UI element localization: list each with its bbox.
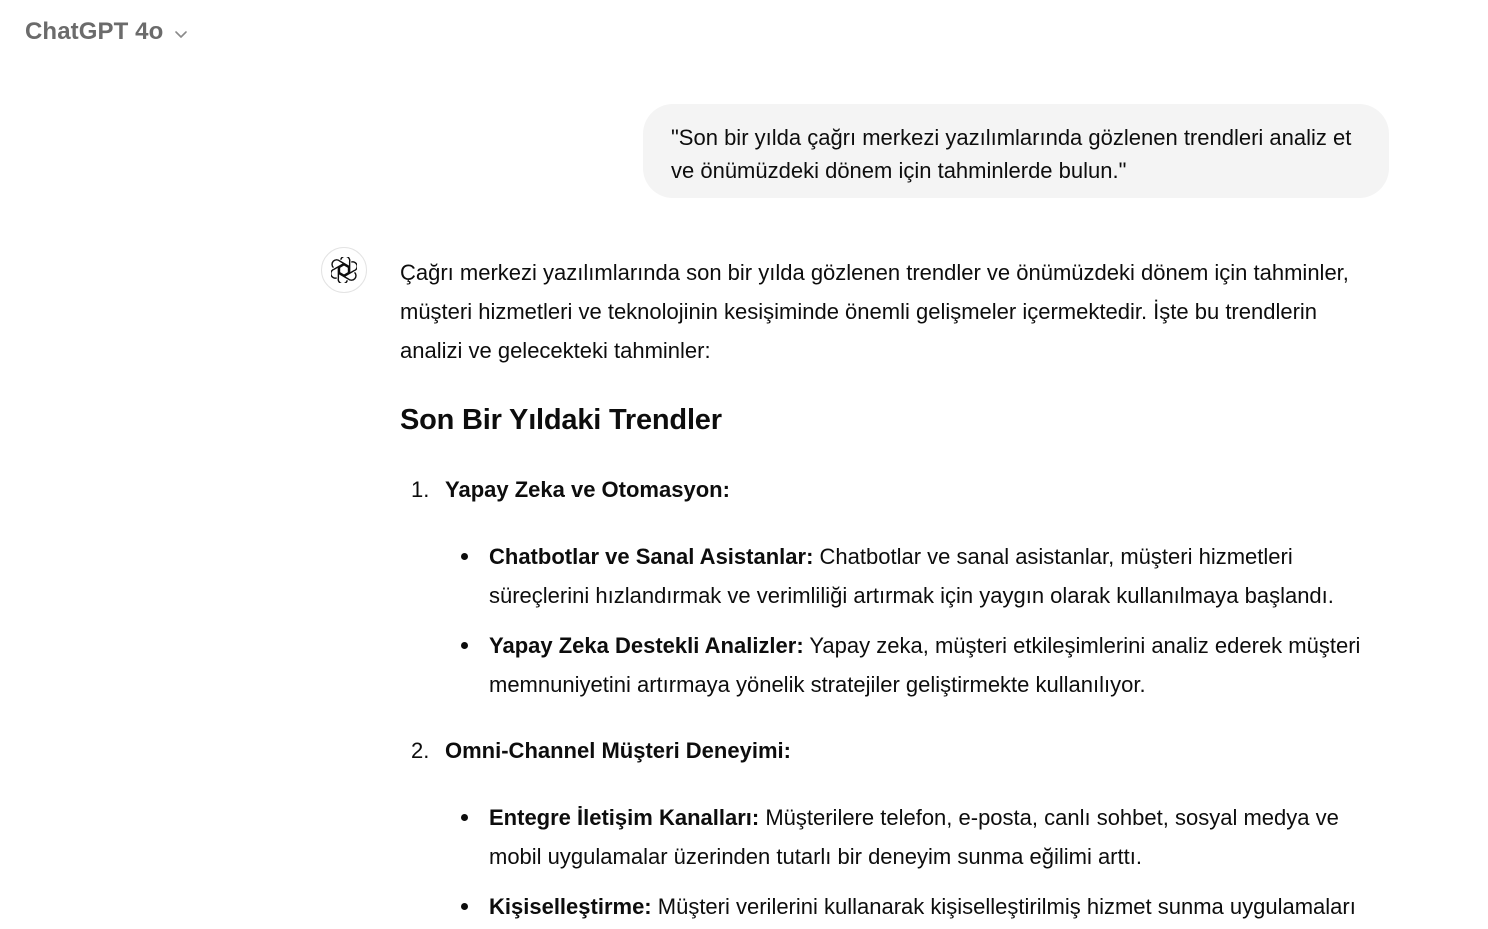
bullet-label: Yapay Zeka Destekli Analizler: — [489, 633, 804, 658]
item-title: Yapay Zeka ve Otomasyon: — [445, 477, 730, 502]
bullet-dot — [460, 626, 489, 704]
bullet-item — [460, 537, 1385, 615]
item-title: Omni-Channel Müşteri Deneyimi: — [445, 738, 791, 763]
bullet-label: Kişiselleştirme: — [489, 894, 652, 919]
section-heading: Son Bir Yıldaki Trendler — [400, 404, 722, 436]
bullet-item — [460, 626, 1385, 704]
numbered-item — [400, 470, 1385, 509]
bullet-dot — [460, 887, 489, 926]
bullet-dot — [460, 798, 489, 876]
bullet-label: Chatbotlar ve Sanal Asistanlar: — [489, 544, 814, 569]
user-message-bubble — [643, 104, 1389, 198]
bullet-text: Müşterilere telefon, e-posta, canlı sohbet, sosyal medya ve mobil uygulamalar üzerinden tutarlı bir deneyim sunma eğilimi arttı. — [489, 805, 1339, 869]
chevron-down-icon — [173, 26, 189, 42]
bullet-item — [460, 887, 1385, 926]
model-selector[interactable] — [25, 18, 189, 46]
item-number: 1. — [411, 477, 430, 502]
item-number: 2. — [411, 738, 430, 763]
bullet-text: Müşteri verilerini kullanarak kişiselleştirilmiş hizmet sunma uygulamaları — [651, 894, 1356, 919]
bullet-dot — [460, 537, 489, 615]
assistant-avatar — [321, 247, 367, 293]
openai-logo-icon — [331, 257, 357, 283]
bullet-item — [460, 798, 1385, 876]
user-message-text: "Son bir yılda çağrı merkezi yazılımlarında gözlenen trendleri analiz et ve önümüzdeki dönem için tahminlerde bulun." — [671, 125, 1352, 183]
assistant-message — [400, 253, 1385, 919]
bullet-text: Chatbotlar ve sanal asistanlar, müşteri hizmetleri süreçlerini hızlandırmak ve verimliliği artırmak için yaygın olarak kullanılmaya başlandı. — [489, 544, 1334, 608]
model-title: ChatGPT 4o — [25, 18, 164, 45]
assistant-intro: Çağrı merkezi yazılımlarında son bir yılda gözlenen trendler ve önümüzdeki dönem için tahminler, müşteri hizmetleri ve teknolojinin kesişiminde önemli gelişmeler içermektedir. İşte bu trendlerin analizi ve gelecekteki tahminler: — [400, 260, 1349, 363]
bullet-label: Entegre İletişim Kanalları: — [489, 805, 760, 830]
numbered-item — [400, 731, 1385, 770]
bullet-text: Yapay zeka, müşteri etkileşimlerini analiz ederek müşteri memnuniyetini artırmaya yönelik stratejiler geliştirmekte kullanılıyor. — [489, 633, 1361, 697]
